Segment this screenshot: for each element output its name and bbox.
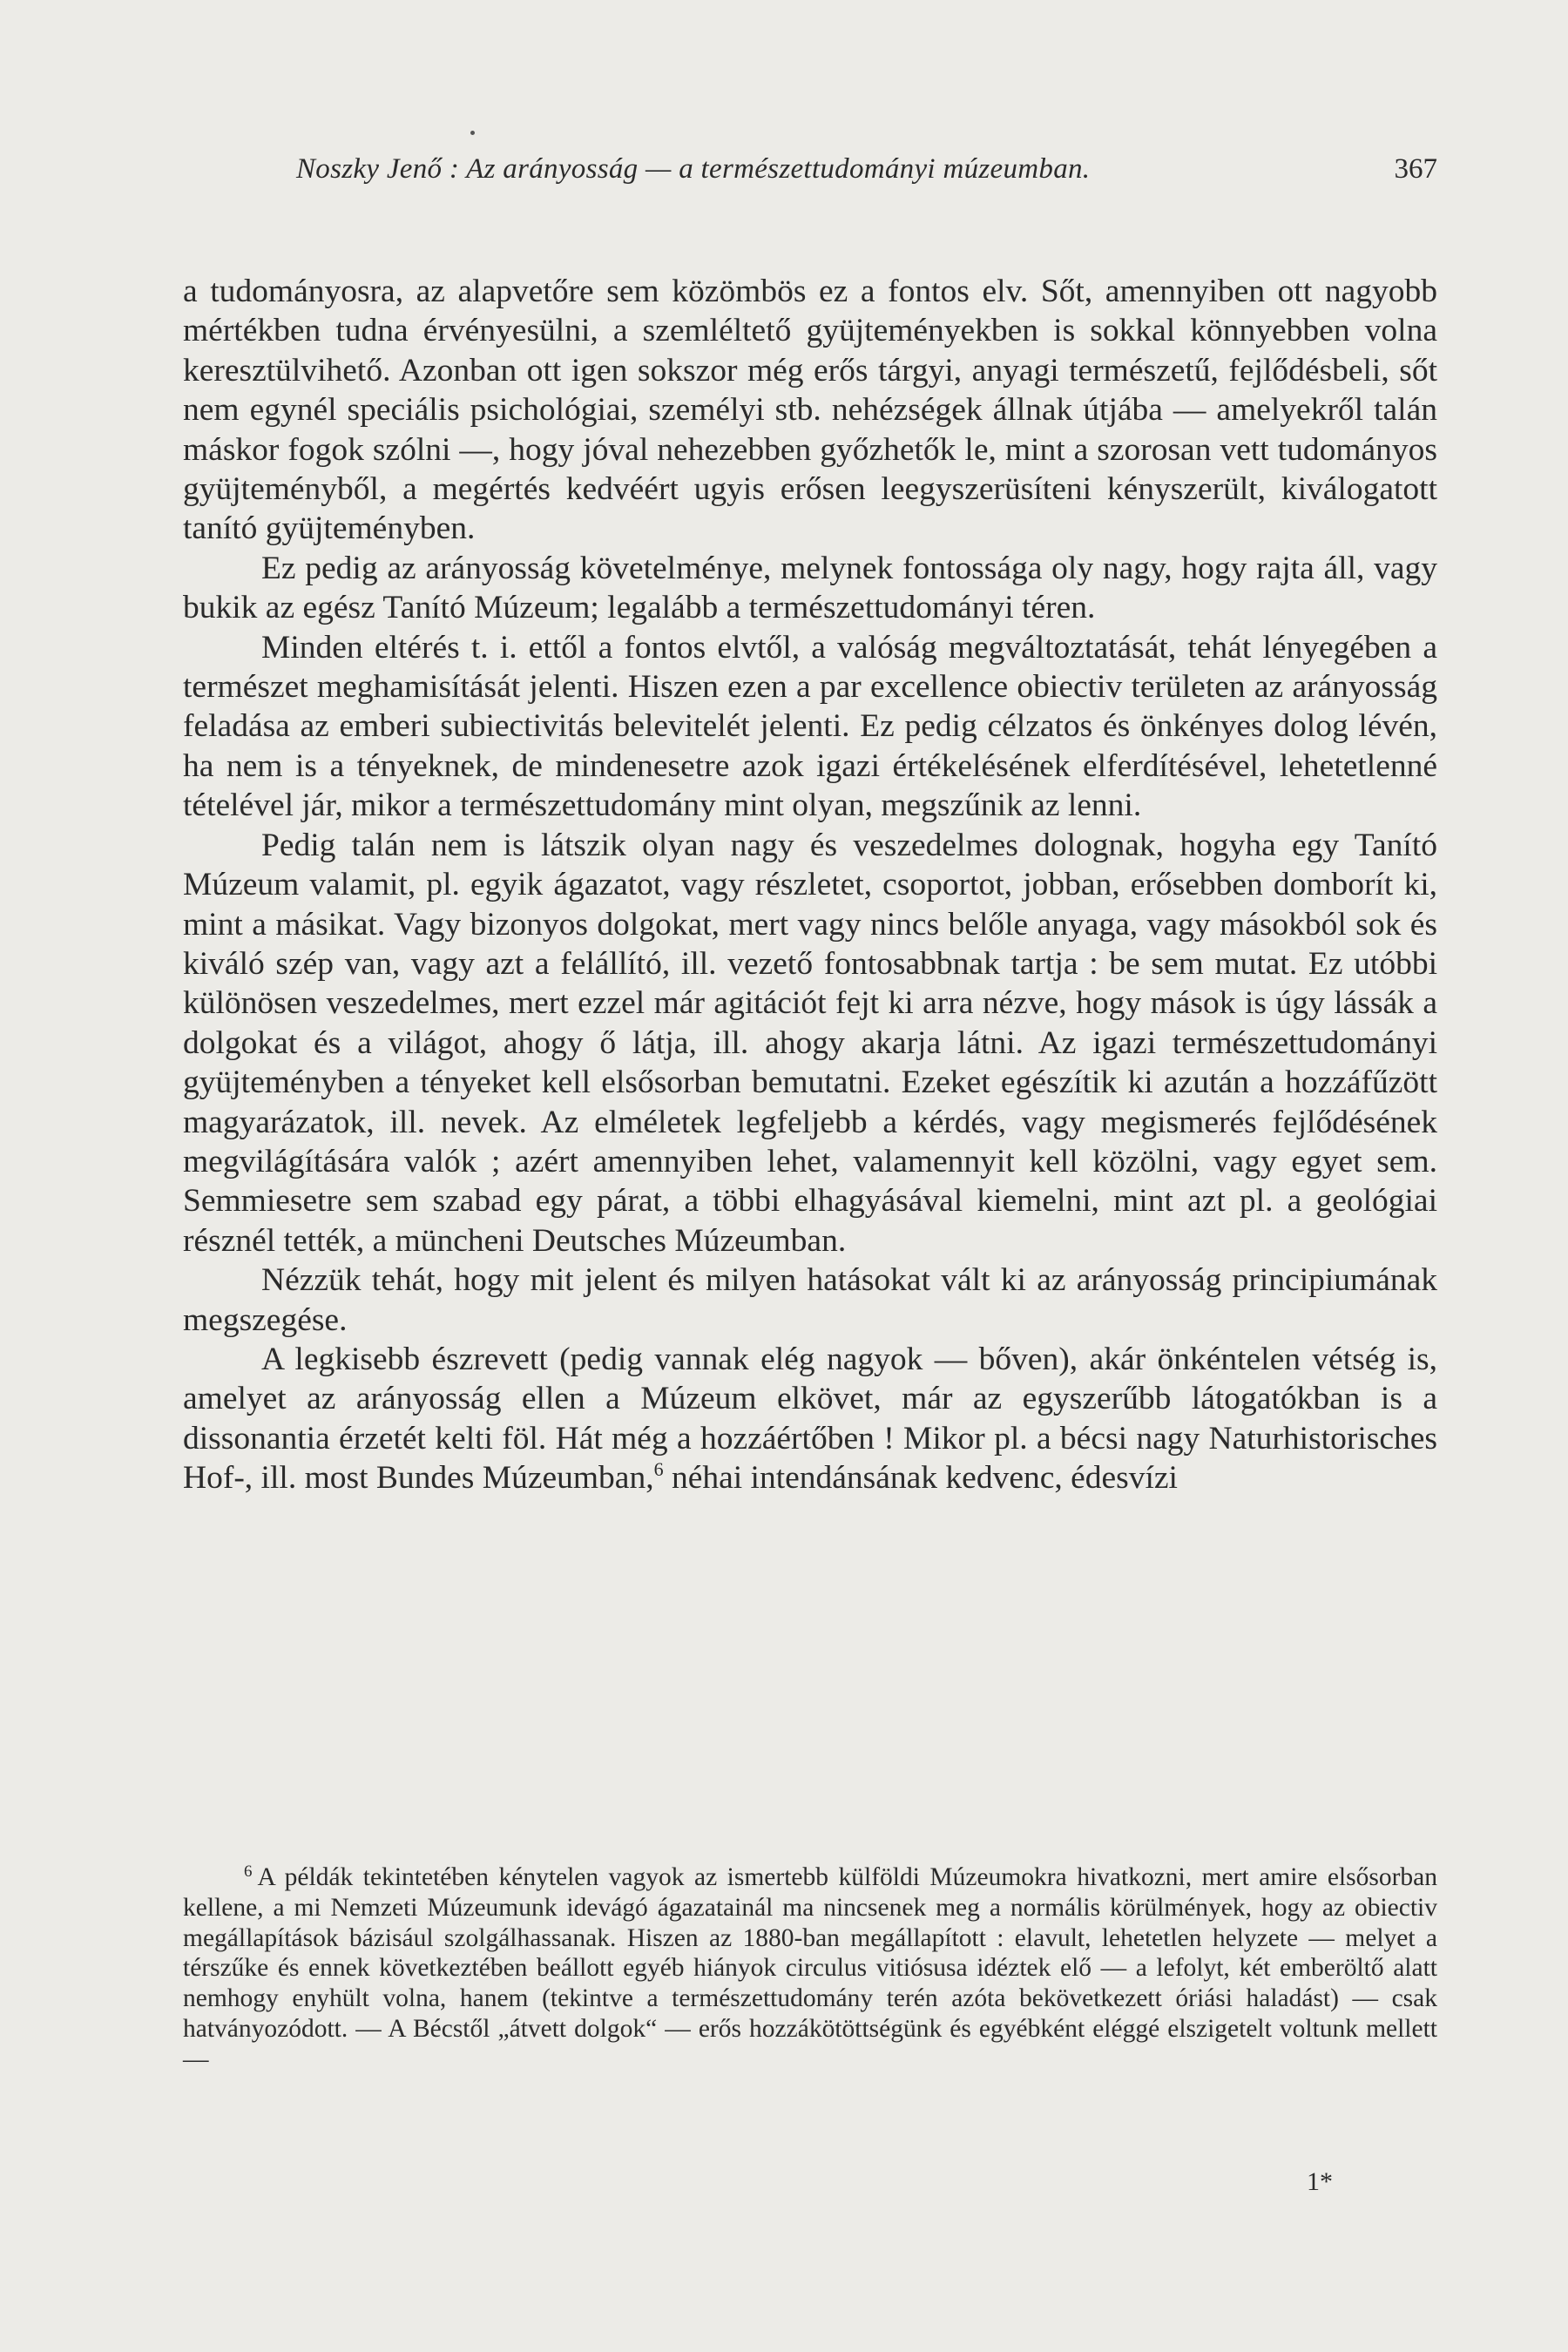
- page-number: 367: [1394, 153, 1437, 185]
- paragraph-text: néhai intendánsának kedvenc, édesvízi: [663, 1460, 1178, 1497]
- running-title: Noszky Jenő : Az arányosság — a természettudományi múzeumban.: [296, 153, 1091, 185]
- footnote-text: A példák tekintetében kénytelen vagyok az ismertebb külföldi Múzeumokra hivatkozni, mert amire elsősorban kellene, a mi Nemzeti Múzeumunk idevágó ágazatainál ma nincsenek meg a normális körülmények, hogy az obiectiv megállapítások bázisául szolgálhassanak. Hiszen az 1880-ban megállapított : elavult, lehetetlen helyzete — melyet a térszűke és ennek következtében beállott egyéb hiányok circulus vitiósusa idéztek elő — a lefolyt, két emberöltő alatt nemhogy enyhült volna, hanem (tekintve a természettudomány terén azóta bekövetkezett óriási haladást) — csak hatványozódott. — A Bécstől „átvett dolgok“ — erős hozzákötöttségünk és egyébként eléggé elszigetelt voltunk mellett —: [183, 1863, 1437, 2073]
- paragraph: [183, 1340, 1437, 1498]
- body-text: [183, 272, 1437, 1498]
- footnote-reference: 6: [653, 1458, 664, 1481]
- paragraph: Minden eltérés t. i. ettől a fontos elvtől, a valóság megváltoztatását, tehát lényegében a természet meghamisítását jelenti. Hiszen ezen a par excellence obiectiv területen az arányosság feladása az emberi subiectivitás belevitelét jelenti. Ez pedig célzatos és önkényes dolog lévén, ha nem is a tényeknek, de mindenesetre azok igazi értékelésének elferdítésével, lehetetlenné tételével jár, mikor a természettudomány mint olyan, megszűnik az lenni.: [183, 629, 1437, 824]
- footnote-paragraph: [183, 1862, 1437, 2075]
- running-header: [296, 152, 1437, 186]
- footnote: [183, 1862, 1437, 2075]
- paragraph: a tudományosra, az alapvetőre sem közömbös ez a fontos elv. Sőt, amennyiben ott nagyobb mértékben tudna érvényesülni, a szemléltető gyüjteményekben is sokkal könnyebben volna keresztülvihető. Azonban ott igen sokszor még erős tárgyi, anyagi természetű, fejlődésbeli, sőt nem egynél speciális psichológiai, személyi stb. nehézségek állnak útjába — amelyekről talán máskor fogok szólni —, hogy jóval nehezebben győzhetők le, mint a szorosan vett tudományos gyüjteményből, a megértés kedvéért ugyis erősen leegyszerüsíteni kényszerült, kiválogatott tanító gyüjteményben.: [183, 274, 1437, 547]
- printer-signature: 1*: [1307, 2167, 1333, 2196]
- ink-speck: [470, 131, 475, 135]
- paragraph: Ez pedig az arányosság követelménye, melynek fontossága oly nagy, hogy rajta áll, vagy bukik az egész Tanító Múzeum; legalább a természettudományi téren.: [183, 550, 1437, 626]
- paragraph: Nézzük tehát, hogy mit jelent és milyen hatásokat vált ki az arányosság principiumának megszegése.: [183, 1262, 1437, 1338]
- paragraph-text: A legkisebb észrevett (pedig vannak elég nagyok — bőven), akár önkéntelen vétség is, amelyet az arányosság ellen a Múzeum elkövet, már az egyszerűbb látogatókban is a dissonantia érzetét kelti föl. Hát még a hozzáértőben ! Mikor pl. a bécsi nagy Naturhistorisches Hof-, ill. most Bundes Múzeumban,: [183, 1341, 1437, 1497]
- paragraph: Pedig talán nem is látszik olyan nagy és veszedelmes dolognak, hogyha egy Tanító Múzeum valamit, pl. egyik ágazatot, vagy részletet, csoportot, jobban, erősebben domborít ki, mint a másikat. Vagy bizonyos dolgokat, mert vagy nincs belőle anyaga, vagy másokból sok és kiváló szép van, vagy azt a felállító, ill. vezető fontosabbnak tartja : be sem mutat. Ez utóbbi különösen veszedelmes, mert ezzel már agitációt fejt ki arra nézve, hogy mások is úgy lássák a dolgokat és a világot, ahogy ő látja, ill. ahogy akarja látni. Az igazi természettudományi gyüjteményben a tényeket kell elsősorban bemutatni. Ezeket egészítik ki azután a hozzáfűzött magyarázatok, ill. nevek. Az elméletek legfeljebb a kérdés, vagy megismerés fejlődésének megvilágítására valók ; azért amennyiben lehet, valamennyit kell közölni, vagy egyet sem. Semmiesetre sem szabad egy párat, a többi elhagyásával kiemelni, mint azt pl. a geológiai résznél tették, a müncheni Deutsches Múzeumban.: [183, 827, 1437, 1259]
- footnote-marker: 6: [244, 1862, 253, 1881]
